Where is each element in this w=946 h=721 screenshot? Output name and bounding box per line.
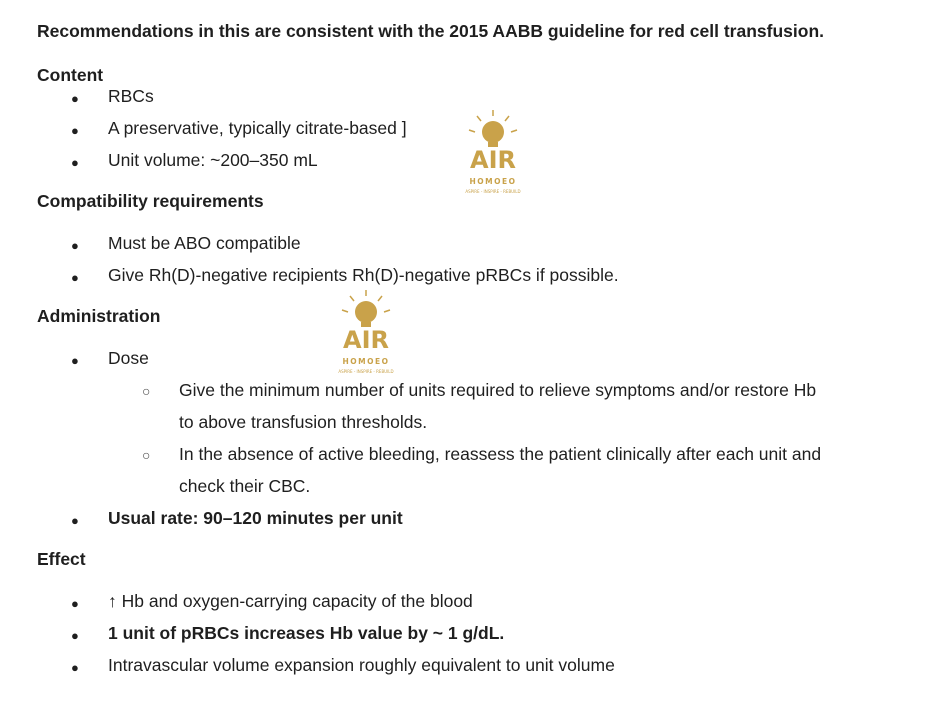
sub-bullet: ○ bbox=[142, 383, 151, 399]
bulb-icon bbox=[469, 110, 517, 147]
bullet: ● bbox=[71, 628, 79, 643]
list-item: Give Rh(D)-negative recipients Rh(D)-negative pRBCs if possible. bbox=[108, 265, 619, 285]
list-item-dose: Dose bbox=[108, 348, 149, 368]
bullet: ● bbox=[71, 353, 79, 368]
intro-text: Recommendations in this are consistent with the 2015 AABB guideline for red cell transfusion. bbox=[37, 21, 825, 41]
sub-item-cont: to above transfusion thresholds. bbox=[179, 412, 428, 432]
list-item: 1 unit of pRBCs increases Hb value by ~ 1 g/dL. bbox=[108, 623, 505, 643]
heading-content: Content bbox=[37, 65, 104, 85]
list-item: ↑ Hb and oxygen-carrying capacity of the blood bbox=[108, 591, 473, 611]
bullet: ● bbox=[71, 238, 79, 253]
sub-item-cont: check their CBC. bbox=[179, 476, 311, 496]
list-item: Intravascular volume expansion roughly equivalent to unit volume bbox=[108, 655, 615, 675]
watermark-logo bbox=[328, 288, 404, 376]
heading-effect: Effect bbox=[37, 549, 86, 569]
bullet: ● bbox=[71, 596, 79, 611]
bullet: ● bbox=[71, 270, 79, 285]
heading-administration: Administration bbox=[37, 306, 161, 326]
logo-brand: AIR bbox=[470, 146, 516, 174]
logo-tagline: ASPIRE - INSPIRE - REBUILD bbox=[465, 189, 521, 194]
logo-sub: HOMOEO bbox=[469, 177, 517, 186]
logo-tagline: ASPIRE - INSPIRE - REBUILD bbox=[338, 369, 394, 374]
list-item: RBCs bbox=[108, 86, 154, 106]
sub-item: In the absence of active bleeding, reassess the patient clinically after each unit and bbox=[179, 444, 822, 464]
bullet: ● bbox=[71, 123, 79, 138]
bullet: ● bbox=[71, 155, 79, 170]
watermark-logo bbox=[455, 108, 531, 196]
bullet: ● bbox=[71, 513, 79, 528]
sub-bullet: ○ bbox=[142, 447, 151, 463]
bulb-icon bbox=[342, 290, 390, 327]
list-item: Unit volume: ~200–350 mL bbox=[108, 150, 318, 170]
heading-compatibility: Compatibility requirements bbox=[37, 191, 264, 211]
bullet: ● bbox=[71, 91, 79, 106]
logo-sub: HOMOEO bbox=[342, 357, 390, 366]
bullet: ● bbox=[71, 660, 79, 675]
logo-brand: AIR bbox=[343, 326, 389, 354]
list-item: A preservative, typically citrate-based ] bbox=[108, 118, 407, 138]
sub-item: Give the minimum number of units required to relieve symptoms and/or restore Hb bbox=[179, 380, 817, 400]
list-item-rate: Usual rate: 90–120 minutes per unit bbox=[108, 508, 403, 528]
list-item: Must be ABO compatible bbox=[108, 233, 301, 253]
